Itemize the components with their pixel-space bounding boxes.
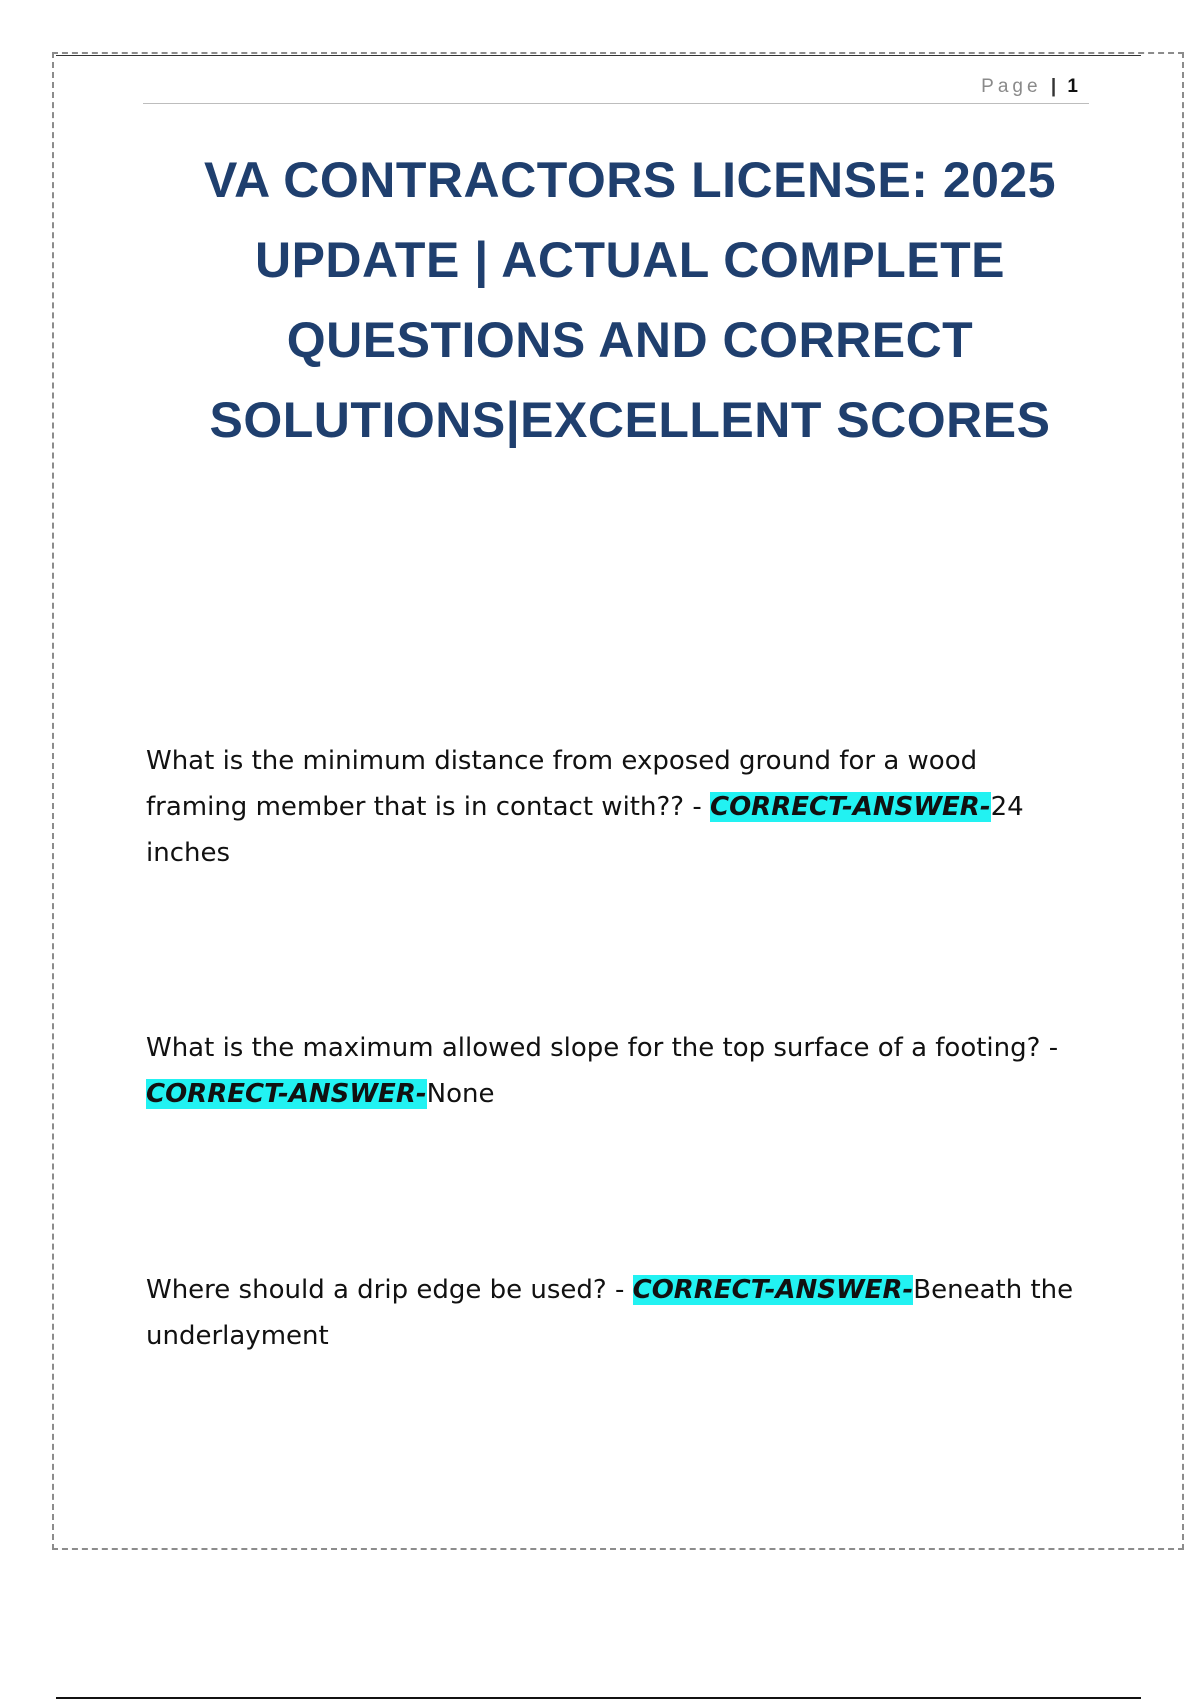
qa-item-2: [146, 1025, 1086, 1117]
correct-answer-tag: CORRECT-ANSWER-: [146, 1079, 427, 1109]
qa-item-3: [146, 1267, 1086, 1359]
correct-answer-tag: CORRECT-ANSWER-: [709, 792, 991, 822]
page-number: 1: [1067, 76, 1078, 97]
question-text: What is the minimum distance from exposed ground for a wood framing member that is in contact with?? -: [146, 746, 978, 822]
page-number-header: [981, 76, 1078, 98]
page-separator: |: [1050, 76, 1059, 97]
document-title: VA CONTRACTORS LICENSE: 2025 UPDATE | ACTUAL COMPLETE QUESTIONS AND CORRECT SOLUTIONS|EXCELLENT SCORES: [203, 152, 1057, 448]
answer-text: None: [426, 1079, 495, 1109]
page-label: Page: [981, 76, 1042, 97]
correct-answer-tag: CORRECT-ANSWER-: [632, 1275, 914, 1305]
question-text: What is the maximum allowed slope for the top surface of a footing? -: [146, 1033, 1059, 1063]
header-rule: [143, 103, 1089, 104]
footer-rule: [56, 1697, 1141, 1699]
answer-text: Beneath the underlayment: [146, 1275, 1074, 1351]
qa-item-1: [146, 738, 1086, 876]
top-rule: [56, 55, 1141, 56]
answer-text: 24 inches: [146, 792, 1024, 868]
question-text: Where should a drip edge be used? -: [146, 1275, 633, 1305]
